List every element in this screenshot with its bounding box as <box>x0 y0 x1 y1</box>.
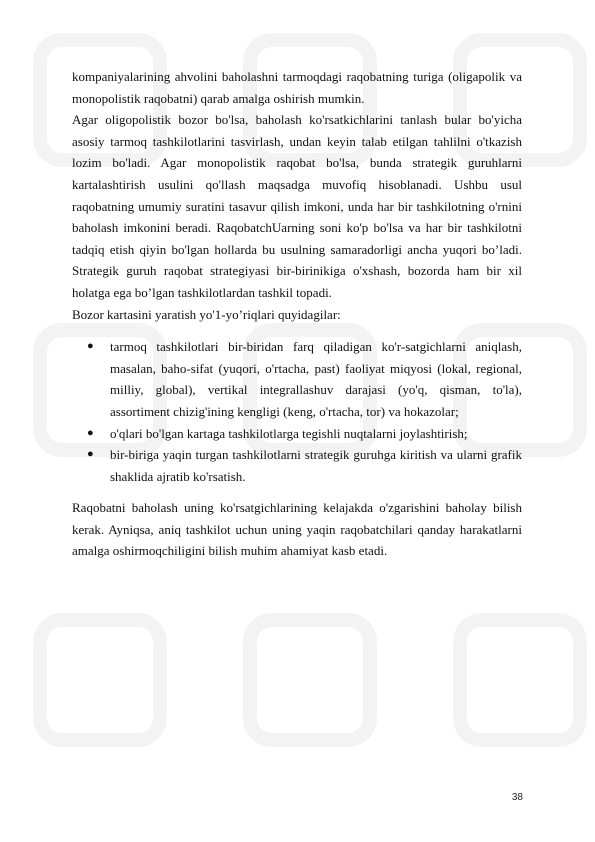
list-item-text: tarmoq tashkilotlari bir-biridan farq qiladigan ko'r-satgichlarni aniqlash, masalan, baho-sifat (yuqori, o'rtacha, past) faoliyat miqyosi (lokal, regional, milliy, global), vertikal integrallashuv darajasi (yo'q, qisman, to'la), assortiment chizig'ining kengligi (keng, o'rtacha, tor) va hokazolar; <box>110 339 522 419</box>
page-number: 38 <box>511 792 523 803</box>
list-item <box>72 444 522 487</box>
bullet-list <box>72 336 522 487</box>
bullet-icon: ● <box>87 426 94 439</box>
bullet-icon: ● <box>87 448 94 461</box>
list-item-text: bir-biriga yaqin turgan tashkilotlarni strategik guruhga kiritish va ularni grafik shaklida ajratib ko'rsatish. <box>110 447 522 484</box>
list-item-text: o'qlari bo'lgan kartaga tashkilotlarga tegishli nuqtalarni joylashtirish; <box>110 425 468 441</box>
paragraph-continuation: kompaniyalarining ahvolini baholashni tarmoqdagi raqobatning turiga (oligapolik va monopolistik raqobatni) qarab amalga oshirish mumkin. <box>72 69 522 106</box>
list-item <box>72 423 522 445</box>
document-body <box>72 66 522 562</box>
list-item <box>72 336 522 422</box>
paragraph-closing: Raqobatni baholash uning ko'rsatgichlarining kelajakda o'zgarishini baholay bilish kerak. Ayniqsa, aniq tashkilot uchun uning yaqin raqobatchilari qanday harakatlarni amalga oshirmoqchiligini bilish muhim ahamiyat kasb etadi. <box>72 500 522 559</box>
paragraph-map-intro: Bozor kartasini yaratish yo'1-yo’riqlari quyidagilar: <box>72 306 341 322</box>
bullet-icon: ● <box>87 340 94 353</box>
paragraph-market-analysis: Agar oligopolistik bozor bo'lsa, baholash ko'rsatkichlarini tanlash bular bo'yicha asosiy tarmoq tashkilotlarini tasvirlash, undan keyin talab etilgan tahlilni o'tkazish lozim bo'ladi. Agar monopolistik raqobat bo'lsa, bunda strategik guruhlarni kartalashtirish usulini qo'llash maqsadga muvofiq hisoblanadi. Ushbu usul raqobatning umumiy suratini tasavur qilish imkoni, unda har bir tashkilotning o'rnini baholash imkonini beradi. RaqobatchUarning soni ko'p bo'lsa va har bir tashkilotni tadqiq etish qiyin bo'lgan hollarda bu usulning samaradorligi ancha yuqori bo’ladi. Strategik guruh raqobat strategiyasi bir-birinikiga o'xshash, bozorda ham bir xil holatga ega bo’lgan tashkilotlardan tashkil topadi. <box>72 112 522 300</box>
